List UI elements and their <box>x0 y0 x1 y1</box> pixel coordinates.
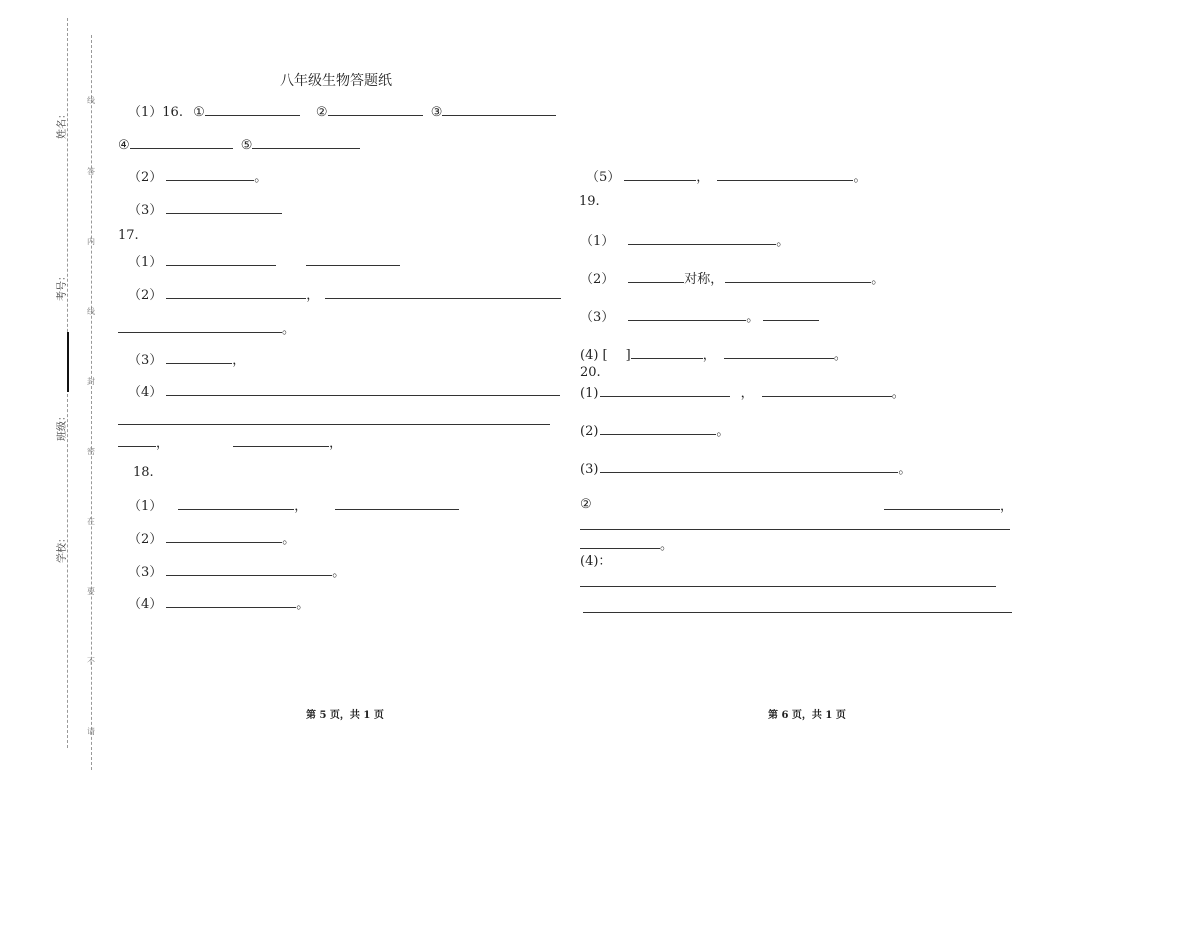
q19-part2: （2） 对称， 。 <box>580 272 885 287</box>
seal-char: 请 <box>87 727 95 736</box>
q17-p1-blank-a[interactable] <box>166 253 276 266</box>
q20-p4-line-2[interactable] <box>583 612 1012 613</box>
seal-char: 在 <box>87 517 95 526</box>
q17-p4-blank-c[interactable] <box>233 434 329 447</box>
q20-p4-line-1[interactable] <box>580 586 996 587</box>
q16-blank-4[interactable] <box>130 136 233 149</box>
q20-part3: (3) 。 <box>580 462 912 477</box>
q17-p2-blank-c[interactable] <box>118 320 282 333</box>
school-field-label: 学校： <box>57 533 68 563</box>
q16-blank-1[interactable] <box>205 103 300 116</box>
q18-part4: （4） 。 <box>128 597 310 612</box>
q16-p5-blank-a[interactable] <box>624 168 696 181</box>
name-field-label: 姓名： <box>57 109 68 139</box>
q17-p1-blank-b[interactable] <box>306 253 400 266</box>
q17-p3-blank[interactable] <box>166 351 232 364</box>
exam-number-field-label: 考号： <box>57 271 68 301</box>
seal-char: 线 <box>87 96 95 105</box>
q17-part4-cont: ， ， <box>118 434 342 452</box>
q16-blank-3[interactable] <box>442 103 556 116</box>
q20-p2-blank[interactable] <box>600 422 716 435</box>
q20-p1-blank-a[interactable] <box>600 384 730 397</box>
q18-p4-blank[interactable] <box>166 595 296 608</box>
q16-blank-5[interactable] <box>252 136 360 149</box>
q19-label: 19. <box>579 194 600 209</box>
left-page-footer: 第 5 页，共 1 页 <box>306 710 384 721</box>
q17-p4-line[interactable] <box>118 424 550 425</box>
q20-label: 20. <box>580 365 601 380</box>
q20-circle2-cont: 。 <box>580 536 673 554</box>
q20-part1: (1) ， 。 <box>580 386 905 401</box>
q20-c2-blank-a[interactable] <box>884 497 1000 510</box>
seal-char: 封 <box>87 377 95 386</box>
seal-char: 不 <box>87 657 95 666</box>
q19-p2-blank-a[interactable] <box>628 270 684 283</box>
class-field-label: 班级： <box>57 411 68 441</box>
q19-p4-blank-a[interactable] <box>631 346 703 359</box>
q20-c2-line[interactable] <box>580 529 1010 530</box>
q16-row2: ④ ⑤ <box>118 136 360 154</box>
q17-part3: （3） ， <box>128 353 246 368</box>
q20-c2-blank-b[interactable] <box>580 536 660 549</box>
q18-p2-blank[interactable] <box>166 530 282 543</box>
q19-part3: （3） 。 <box>580 308 819 326</box>
q18-part1: （1） ， <box>128 497 459 515</box>
q16-part3: （3） <box>128 201 282 219</box>
q16-blank-2[interactable] <box>328 103 423 116</box>
q18-p1-blank-b[interactable] <box>335 497 459 510</box>
q17-part2-cont: 。 <box>118 320 295 338</box>
q20-circle2-blank: ， <box>884 497 1013 515</box>
class-field-bar <box>67 332 69 392</box>
q17-label: 17. <box>118 228 139 243</box>
seal-char: 线 <box>87 307 95 316</box>
q19-part1: （1） 。 <box>580 234 790 249</box>
q20-p3-blank[interactable] <box>600 460 898 473</box>
q17-p4-blank-a[interactable] <box>166 383 560 396</box>
q16-p5-blank-b[interactable] <box>717 168 853 181</box>
q19-p2-blank-b[interactable] <box>725 270 871 283</box>
q20-part4: (4)： <box>580 554 612 569</box>
q20-p1-blank-b[interactable] <box>762 384 892 397</box>
q17-part4: （4） <box>128 383 560 401</box>
seal-char: 密 <box>87 447 95 456</box>
q18-part2: （2） 。 <box>128 532 296 547</box>
seal-char: 答 <box>87 167 95 176</box>
page-title: 八年级生物答题纸 <box>280 73 392 89</box>
q17-p2-blank-b[interactable] <box>325 286 561 299</box>
q16-part5: （5） ， 。 <box>586 170 867 185</box>
q16-row1: （1）16. ① ② ③ <box>128 103 556 121</box>
q17-part1: （1） <box>128 253 400 271</box>
q20-circle2: ② <box>580 497 592 512</box>
q16-part2: （2） 。 <box>128 170 268 185</box>
q17-p2-blank-a[interactable] <box>166 286 306 299</box>
q18-p1-blank-a[interactable] <box>178 497 294 510</box>
q19-p1-blank[interactable] <box>628 232 776 245</box>
q18-p3-blank[interactable] <box>166 563 332 576</box>
q17-part2: （2） ， <box>128 286 561 304</box>
q18-part3: （3） 。 <box>128 565 346 580</box>
seal-char: 要 <box>87 587 95 596</box>
q19-part4: (4) [ ] ， 。 <box>580 348 847 363</box>
q18-label: 18. <box>133 465 154 480</box>
q19-p4-blank-b[interactable] <box>724 346 834 359</box>
seal-char: 内 <box>87 237 95 246</box>
right-page-footer: 第 6 页，共 1 页 <box>768 710 846 721</box>
q16-p2-blank[interactable] <box>166 168 254 181</box>
q20-part2: (2) 。 <box>580 424 730 439</box>
q19-p3-blank-b[interactable] <box>763 308 819 321</box>
q19-p3-blank-a[interactable] <box>628 308 746 321</box>
q16-p3-blank[interactable] <box>166 201 282 214</box>
q17-p4-blank-b[interactable] <box>118 434 156 447</box>
